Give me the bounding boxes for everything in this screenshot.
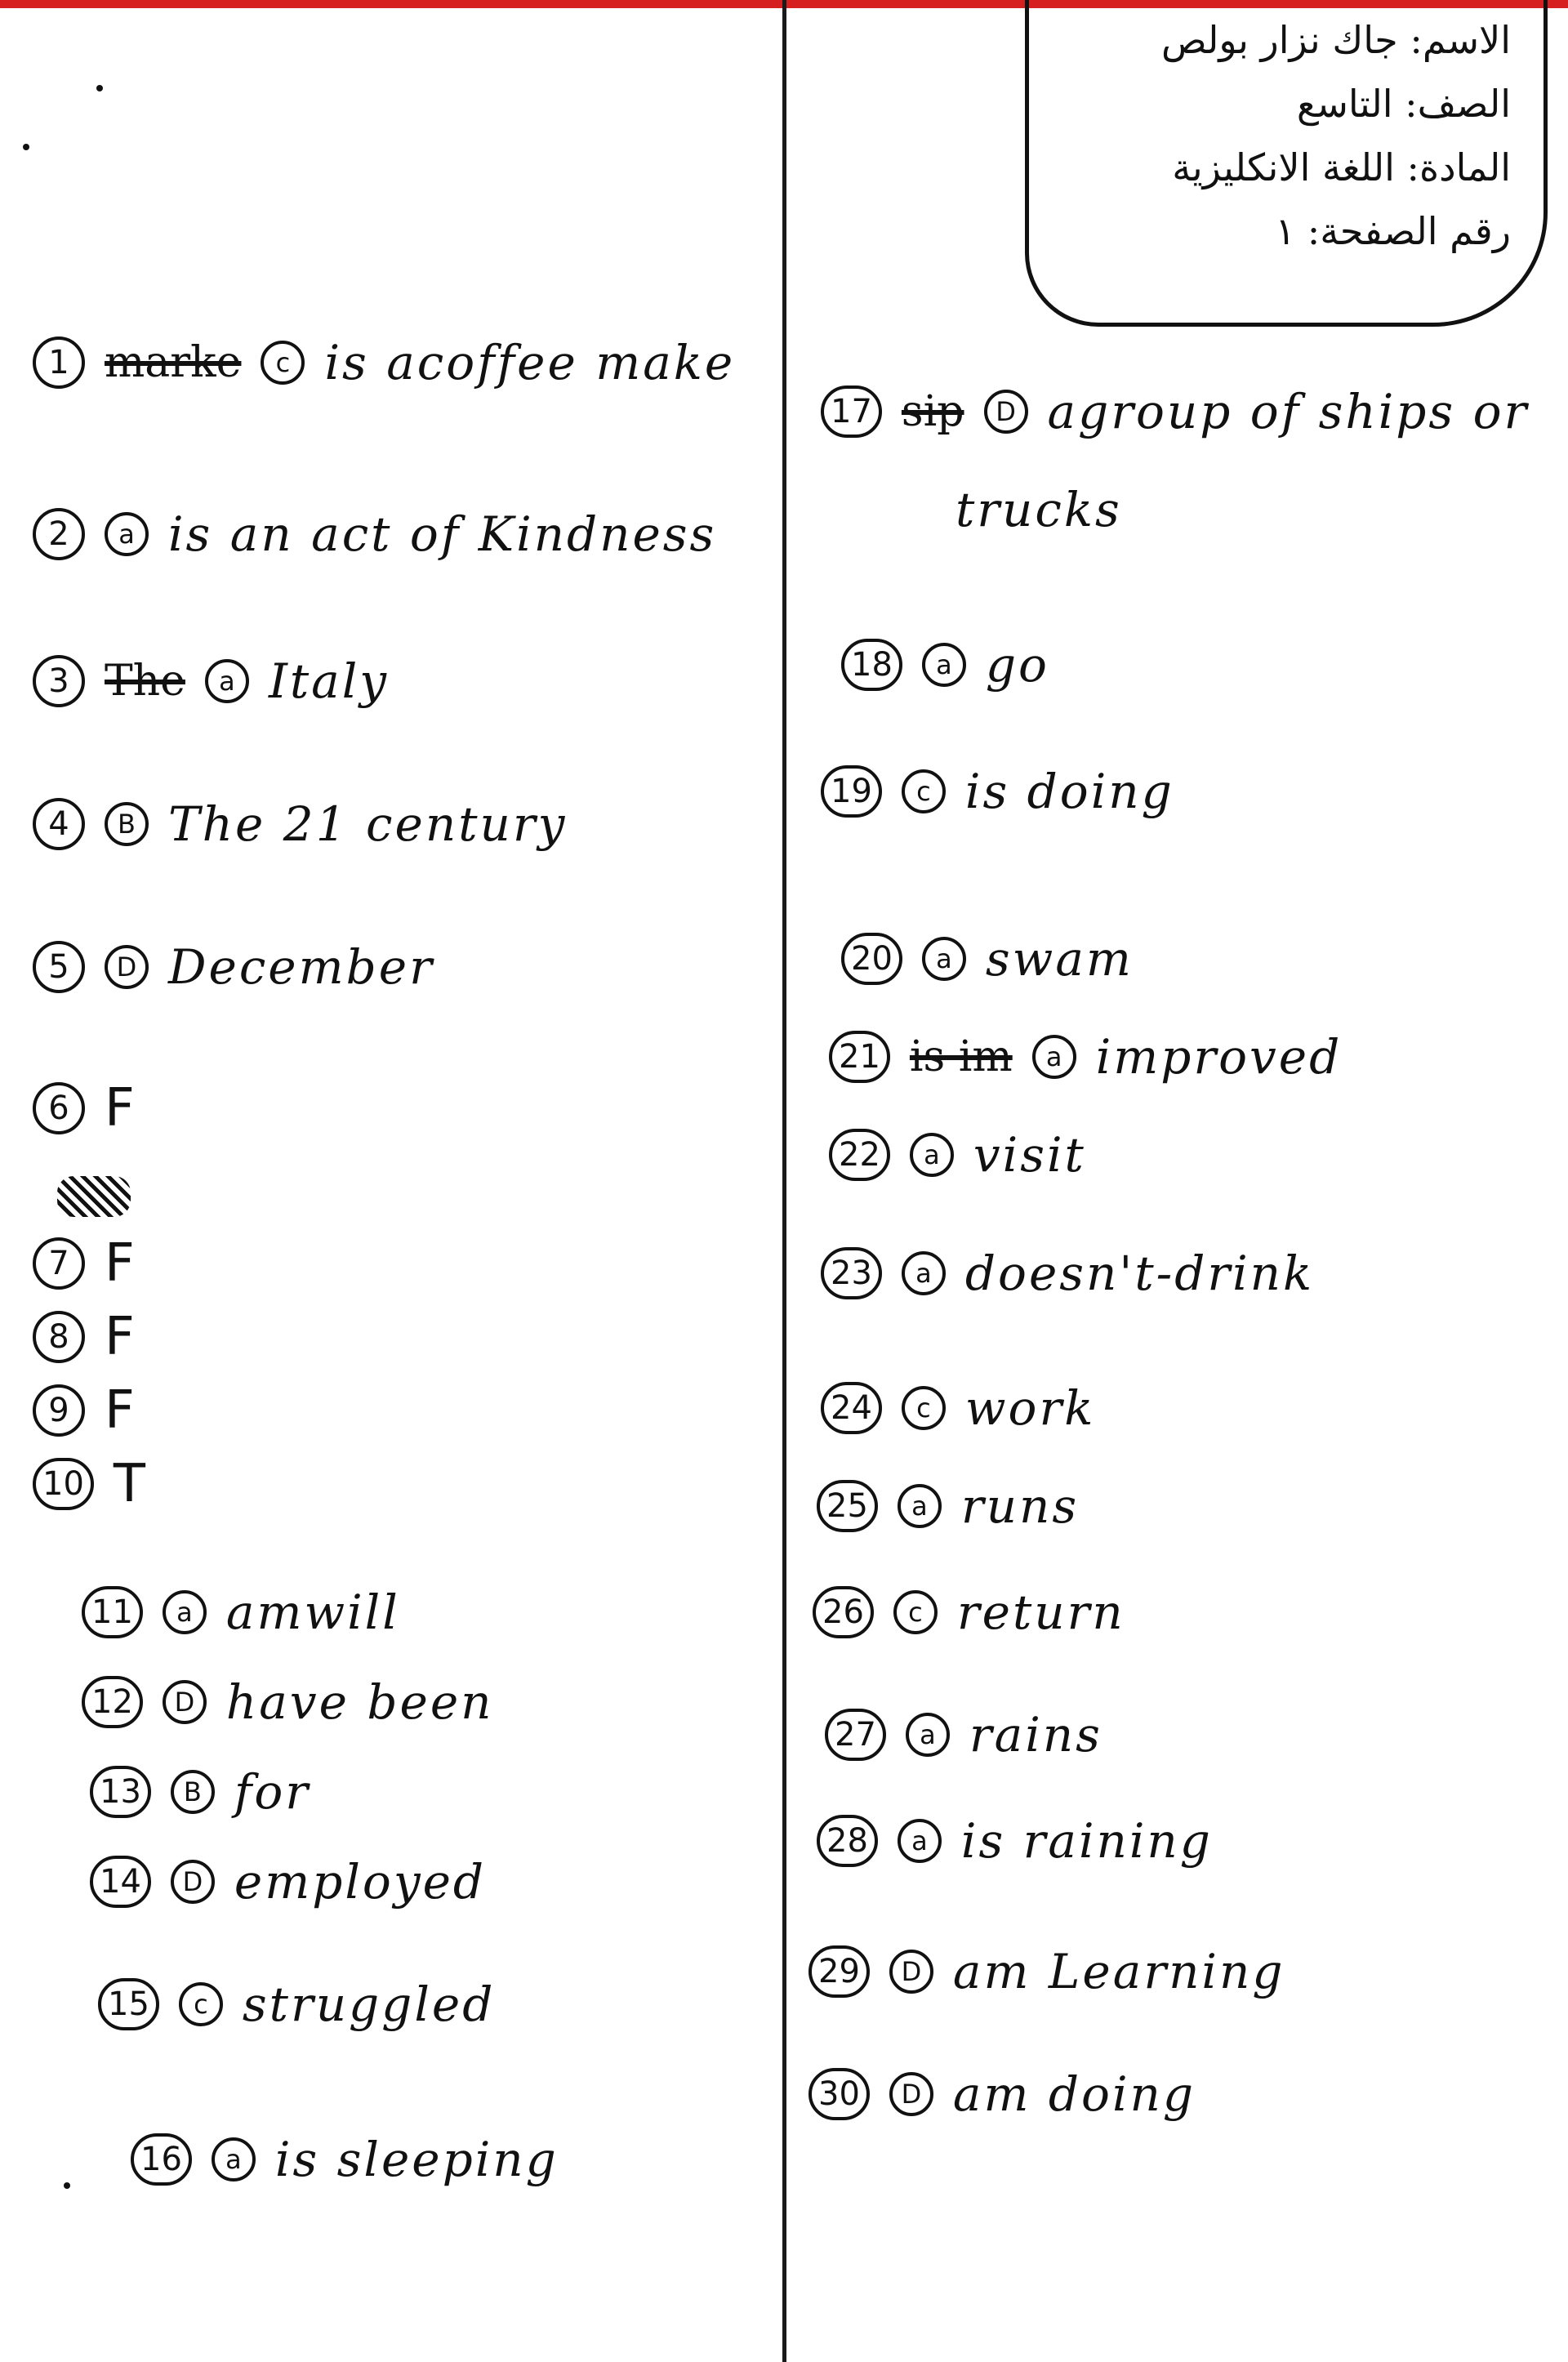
question-number: 15 (98, 1978, 159, 2030)
answer-text: employed (234, 1854, 487, 1910)
chosen-option: D (984, 390, 1028, 434)
question-number: 18 (841, 639, 902, 691)
answer-row-7 (33, 1233, 137, 1294)
chosen-option: a (902, 1251, 946, 1295)
answer-text: amwill (225, 1584, 400, 1640)
answer-text: work (964, 1380, 1096, 1436)
answer-row-29 (808, 1944, 1285, 1999)
chosen-option: a (105, 512, 149, 556)
question-number: 20 (841, 933, 902, 985)
answer-text: visit (973, 1127, 1086, 1183)
question-number: 27 (825, 1709, 886, 1761)
answer-row-16 (131, 2132, 559, 2187)
answer-row-24 (821, 1380, 1095, 1436)
chosen-option: a (163, 1590, 207, 1634)
question-number: 4 (33, 798, 85, 850)
answer-text: F (105, 1233, 137, 1294)
crossed-out-text: The (105, 657, 185, 706)
answer-text: The 21 century (168, 796, 568, 852)
answer-text: improved (1095, 1029, 1343, 1085)
answer-text: F (105, 1307, 137, 1367)
answer-row-25 (817, 1478, 1079, 1534)
chosen-option: D (889, 2072, 933, 2116)
chosen-option: a (212, 2137, 256, 2182)
answer-row-18 (841, 637, 1049, 693)
chosen-option: B (171, 1770, 215, 1814)
question-number: 21 (829, 1031, 890, 1083)
answer-row-27 (825, 1707, 1102, 1763)
answer-text: F (105, 1380, 137, 1441)
answer-row-1 (33, 335, 735, 390)
answer-text: F (105, 1078, 137, 1139)
chosen-option: B (105, 802, 149, 846)
subject-name: المادة: اللغة الانكليزية (1172, 145, 1511, 189)
chosen-option: c (902, 769, 946, 813)
question-number: 2 (33, 508, 85, 560)
chosen-option: a (922, 643, 966, 687)
answer-row-30 (808, 2066, 1196, 2122)
chosen-option: c (261, 341, 305, 385)
question-number: 30 (808, 2068, 870, 2120)
chosen-option: c (893, 1590, 938, 1634)
question-number: 24 (821, 1382, 882, 1434)
chosen-option: a (898, 1819, 942, 1863)
answer-text: have been (225, 1674, 494, 1730)
answer-text: Italy (268, 653, 390, 709)
question-number: 1 (33, 336, 85, 389)
answer-row-17 (821, 384, 1529, 439)
page-number: رقم الصفحة: ١ (1275, 209, 1511, 253)
chosen-option: a (906, 1713, 950, 1757)
question-number: 25 (817, 1480, 878, 1532)
answer-row-13 (90, 1764, 310, 1820)
question-number: 17 (821, 385, 882, 438)
answer-text: is doing (964, 764, 1174, 819)
answer-row-5 (33, 939, 434, 995)
answer-text: T (113, 1454, 148, 1514)
chosen-option: a (910, 1133, 954, 1177)
answer-row-11 (82, 1584, 400, 1640)
question-number: 8 (33, 1311, 85, 1363)
answer-row-19 (821, 764, 1174, 819)
ink-dot (96, 85, 103, 91)
answer-row-14 (90, 1854, 486, 1910)
chosen-option: c (179, 1982, 223, 2026)
answer-text: is raining (960, 1813, 1213, 1869)
answer-row-15 (98, 1977, 495, 2032)
question-number: 12 (82, 1676, 143, 1728)
crossed-out-text: sip (901, 387, 964, 436)
answer-text: is acoffee make (324, 335, 736, 390)
ink-dot (23, 144, 29, 150)
question-number: 16 (131, 2133, 192, 2186)
answer-text: runs (960, 1478, 1080, 1534)
answer-row-4 (33, 796, 567, 852)
answer-row-10 (33, 1454, 148, 1514)
answer-row-21 (829, 1029, 1342, 1085)
chosen-option: D (163, 1680, 207, 1724)
chosen-option: a (205, 659, 249, 703)
answer-text: doesn't-drink (964, 1246, 1315, 1301)
answer-text: is sleeping (274, 2132, 559, 2187)
crossed-out-text: marke (105, 338, 242, 387)
question-number: 6 (33, 1082, 85, 1134)
answer-text: December (168, 939, 434, 995)
student-name: الاسم: جاك نزار بولص (1160, 18, 1511, 62)
answer-row-2 (33, 506, 716, 562)
student-info-cloud (1025, 0, 1548, 327)
answer-text: for (234, 1764, 311, 1820)
answer-row-28 (817, 1813, 1213, 1869)
question-number: 13 (90, 1766, 151, 1818)
answer-text: am Learning (952, 1944, 1285, 1999)
answer-row-8 (33, 1307, 137, 1367)
answer-text: am doing (952, 2066, 1196, 2122)
center-fold-line (782, 0, 786, 2362)
chosen-option: a (922, 937, 966, 981)
chosen-option: c (902, 1386, 946, 1430)
answer-row-9 (33, 1380, 137, 1441)
answer-text: return (956, 1584, 1125, 1640)
chosen-option: D (171, 1860, 215, 1904)
question-number: 11 (82, 1586, 143, 1638)
question-number: 28 (817, 1815, 878, 1867)
student-class: الصف: التاسع (1296, 82, 1511, 126)
chosen-option: D (889, 1950, 933, 1994)
answer-row-20 (841, 931, 1134, 987)
answer-row-26 (813, 1584, 1125, 1640)
answer-row-23 (821, 1246, 1314, 1301)
scribble-mark (57, 1176, 131, 1217)
chosen-option: D (105, 945, 149, 989)
answer-row-12 (82, 1674, 494, 1730)
question-number: 10 (33, 1458, 94, 1510)
answer-text: is an act of Kindness (168, 506, 717, 562)
question-number: 5 (33, 941, 85, 993)
answer-row-6 (33, 1078, 137, 1139)
answer-text: rains (969, 1707, 1102, 1763)
answer-text-continuation: trucks (956, 482, 1122, 537)
question-number: 14 (90, 1856, 151, 1908)
answer-row-3 (33, 653, 389, 709)
question-number: 22 (829, 1129, 890, 1181)
question-number: 9 (33, 1384, 85, 1437)
question-number: 29 (808, 1945, 870, 1998)
answer-text: go (985, 637, 1049, 693)
answer-text: agroup of ships or (1047, 384, 1530, 439)
question-number: 23 (821, 1247, 882, 1299)
question-number: 3 (33, 655, 85, 707)
question-number: 26 (813, 1586, 874, 1638)
question-number: 19 (821, 765, 882, 818)
answer-row-22 (829, 1127, 1086, 1183)
question-number: 7 (33, 1237, 85, 1290)
crossed-out-text: is im (909, 1032, 1013, 1081)
chosen-option: a (1032, 1035, 1076, 1079)
chosen-option: a (898, 1484, 942, 1528)
ink-dot (64, 2182, 70, 2189)
answer-text: swam (985, 931, 1134, 987)
answer-text: struggled (242, 1977, 496, 2032)
